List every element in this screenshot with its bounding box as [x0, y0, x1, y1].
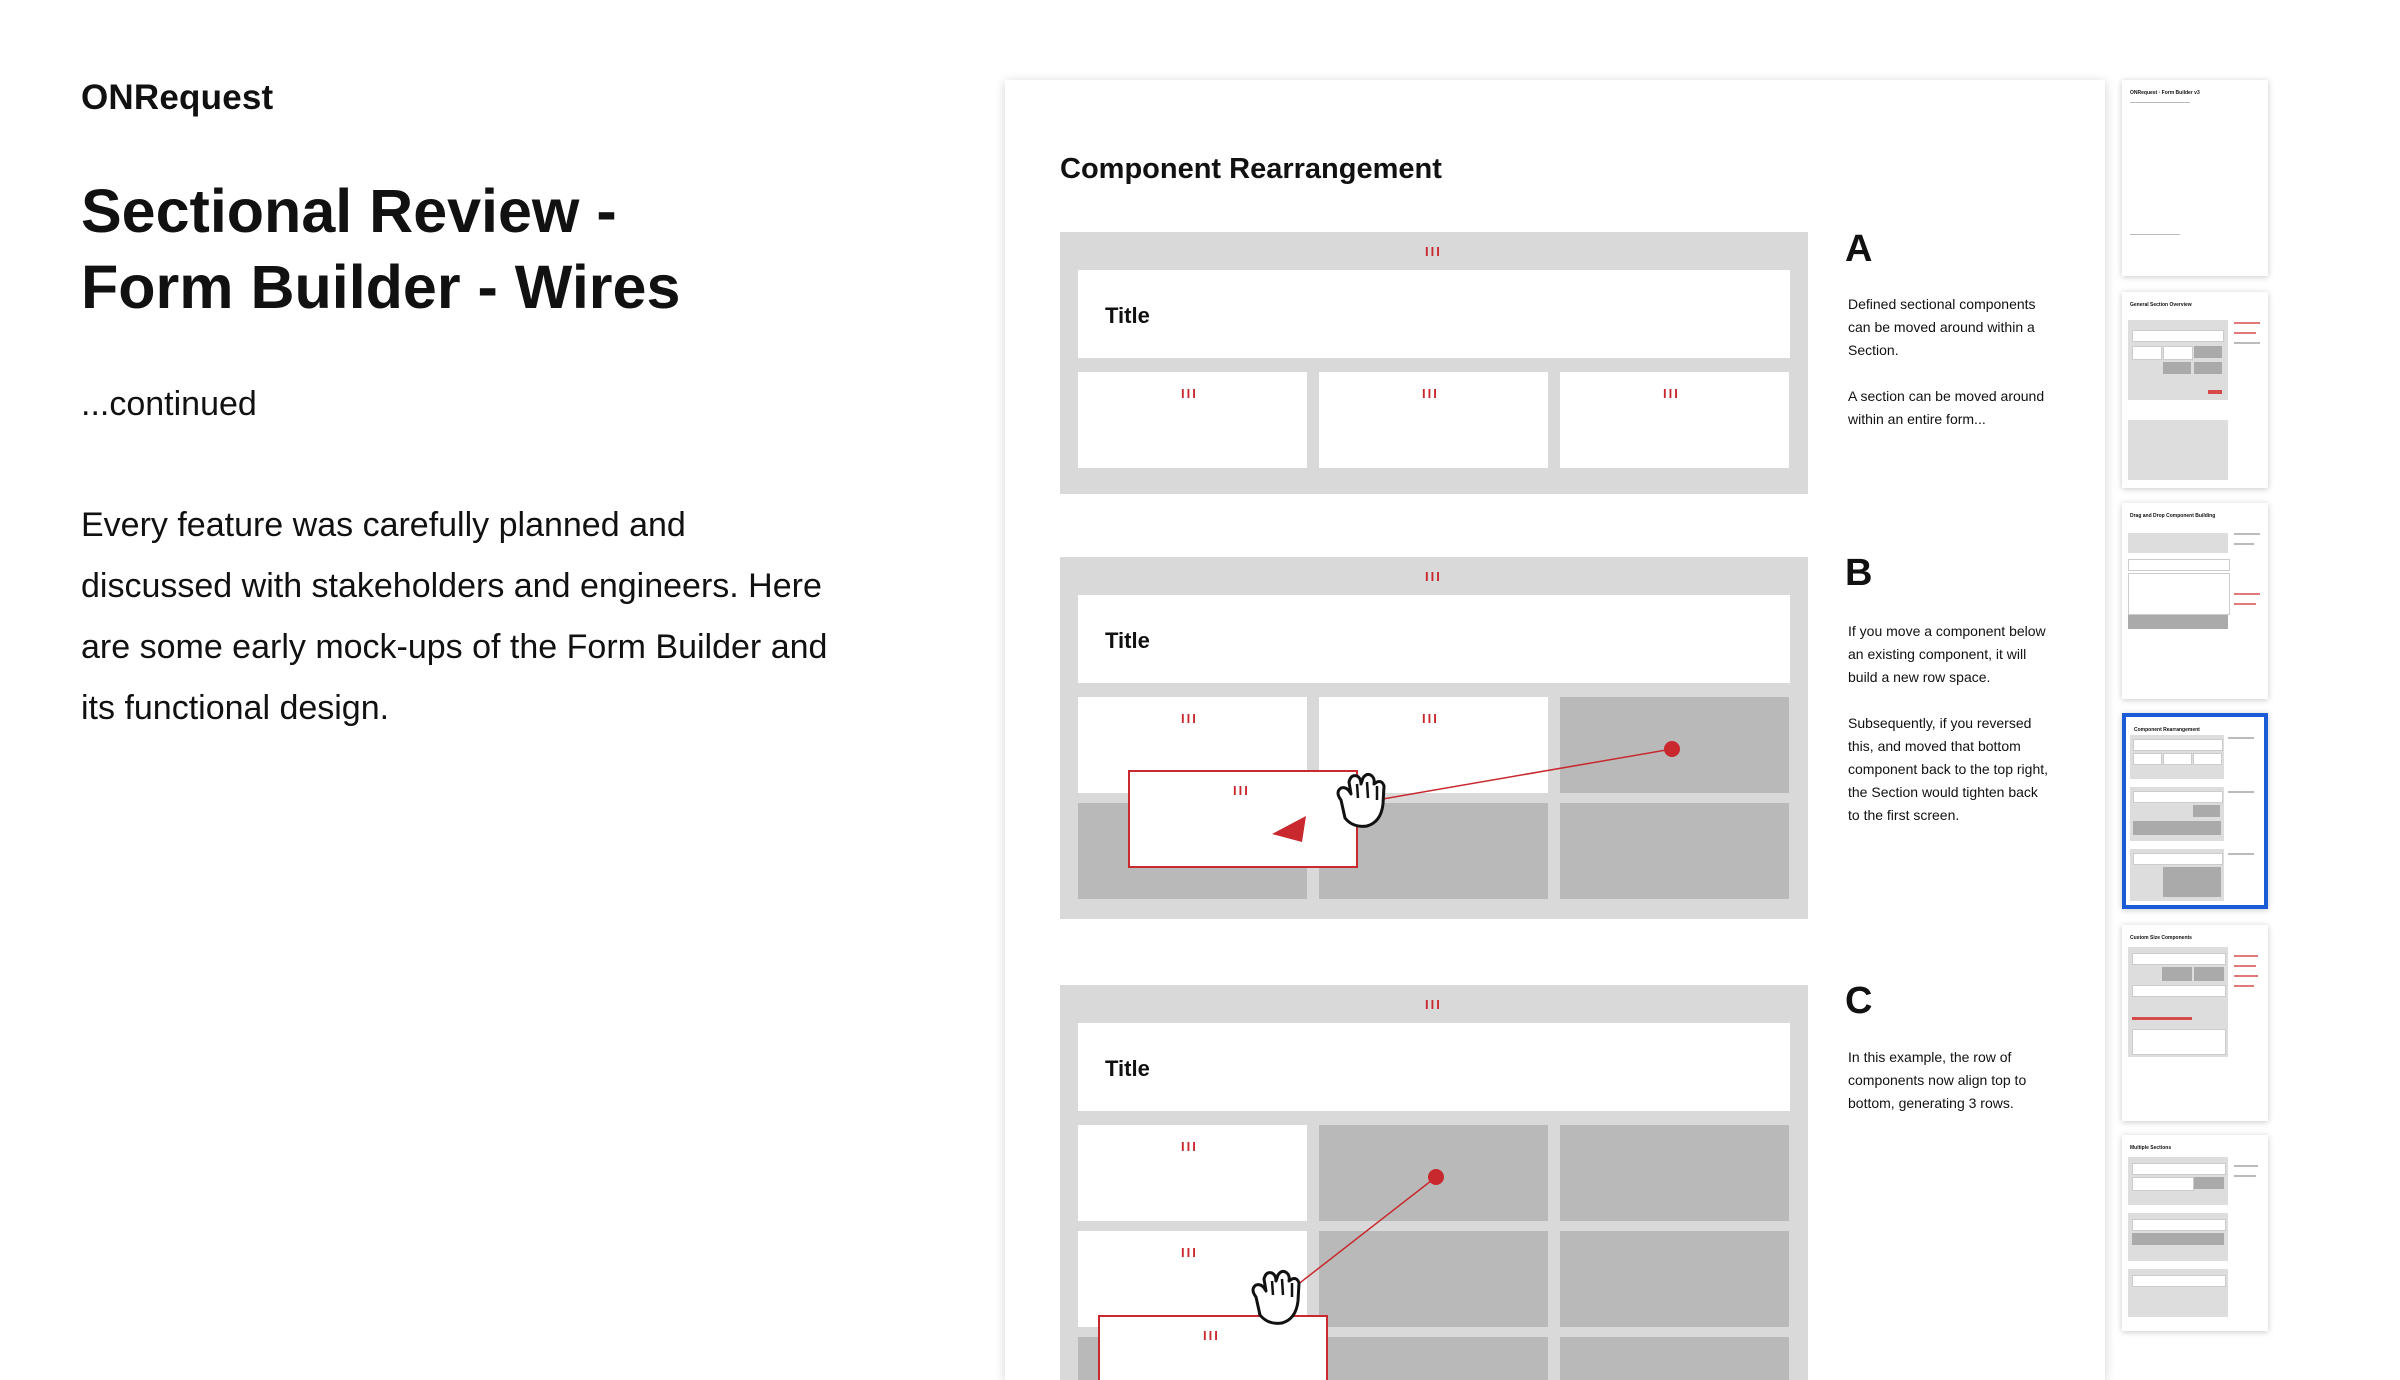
component-drag-handle[interactable]: III: [1181, 1245, 1198, 1260]
component-drag-handle[interactable]: III: [1233, 783, 1250, 798]
section-b-label: B: [1845, 552, 1873, 594]
component-drag-handle[interactable]: III: [1422, 711, 1439, 726]
page-thumbnail[interactable]: [2122, 503, 2268, 699]
page-thumbnail[interactable]: [2122, 80, 2268, 276]
section-a-text-2: A section can be moved around within an entire form...: [1848, 388, 2045, 427]
component-drag-handle[interactable]: III: [1181, 711, 1198, 726]
section-c-text-1: In this example, the row of components now align top to bottom, generating 3 rows.: [1848, 1049, 2027, 1111]
thumbnail-title: Custom Size Components: [2130, 935, 2192, 941]
section-c-description: [1848, 1046, 2048, 1138]
move-arrow-icon: [1262, 804, 1312, 844]
component-drag-handle[interactable]: III: [1203, 1328, 1220, 1343]
document-title: Component Rearrangement: [1060, 153, 1442, 185]
document-page: [1005, 80, 2105, 1380]
thumbnail-title: ONRequest · Form Builder v3: [2130, 90, 2200, 96]
dragged-component[interactable]: [1128, 770, 1358, 868]
section-a-description: [1848, 293, 2048, 454]
intro-paragraph: Every feature was carefully planned and discussed with stakeholders and engineers. Here are some early mock-ups of the Form Builder and its functional design.: [81, 506, 828, 727]
section-b-description: [1848, 620, 2048, 850]
title-component-label: Title: [1105, 1056, 1150, 1081]
component-cell[interactable]: [1078, 372, 1307, 468]
thumbnail-title: Multiple Sections: [2130, 1145, 2172, 1151]
section-drag-handle[interactable]: III: [1425, 997, 1442, 1012]
page-thumbnail[interactable]: [2122, 1135, 2268, 1331]
headline-line-2: Form Builder - Wires: [81, 253, 681, 321]
headline-line-1: Sectional Review -: [81, 177, 617, 245]
thumbnail-title: Component Rearrangement: [2134, 727, 2200, 733]
component-drag-handle[interactable]: III: [1663, 386, 1680, 401]
page-thumbnail-active[interactable]: [2122, 713, 2268, 909]
section-drag-handle[interactable]: III: [1425, 569, 1442, 584]
component-cell[interactable]: [1319, 372, 1548, 468]
thumbnail-title: Drag and Drop Component Building: [2130, 513, 2216, 519]
component-drag-handle[interactable]: III: [1422, 386, 1439, 401]
page-thumbnail[interactable]: [2122, 925, 2268, 1121]
brand-logo: ONRequest: [81, 78, 274, 117]
page-thumbnail[interactable]: [2122, 292, 2268, 488]
section-a-label: A: [1845, 228, 1873, 270]
component-cell[interactable]: [1560, 372, 1789, 468]
wireframe-section-b: [1060, 557, 1808, 919]
wireframe-section-c: [1060, 985, 1808, 1380]
wireframe-section-a: [1060, 232, 1808, 494]
section-b-text-1: If you move a component below an existing component, it will build a new row space.: [1848, 623, 2046, 685]
continued-label: ...continued: [81, 385, 257, 423]
title-component-label: Title: [1105, 303, 1150, 328]
grab-hand-icon: [1327, 770, 1393, 834]
grab-hand-icon: [1242, 1267, 1308, 1331]
title-component[interactable]: [1078, 270, 1790, 358]
thumbnail-title: General Section Overview: [2130, 302, 2192, 308]
component-drag-handle[interactable]: III: [1181, 1139, 1198, 1154]
page-headline: [81, 173, 841, 325]
section-drag-handle[interactable]: III: [1425, 244, 1442, 259]
component-drag-handle[interactable]: III: [1181, 386, 1198, 401]
title-component-label: Title: [1105, 628, 1150, 653]
section-a-text-1: Defined sectional components can be moved around within a Section.: [1848, 296, 2036, 358]
section-b-text-2: Subsequently, if you reversed this, and moved that bottom component back to the top right, the Section would tighten back to the first screen.: [1848, 715, 2049, 823]
section-c-label: C: [1845, 980, 1873, 1022]
